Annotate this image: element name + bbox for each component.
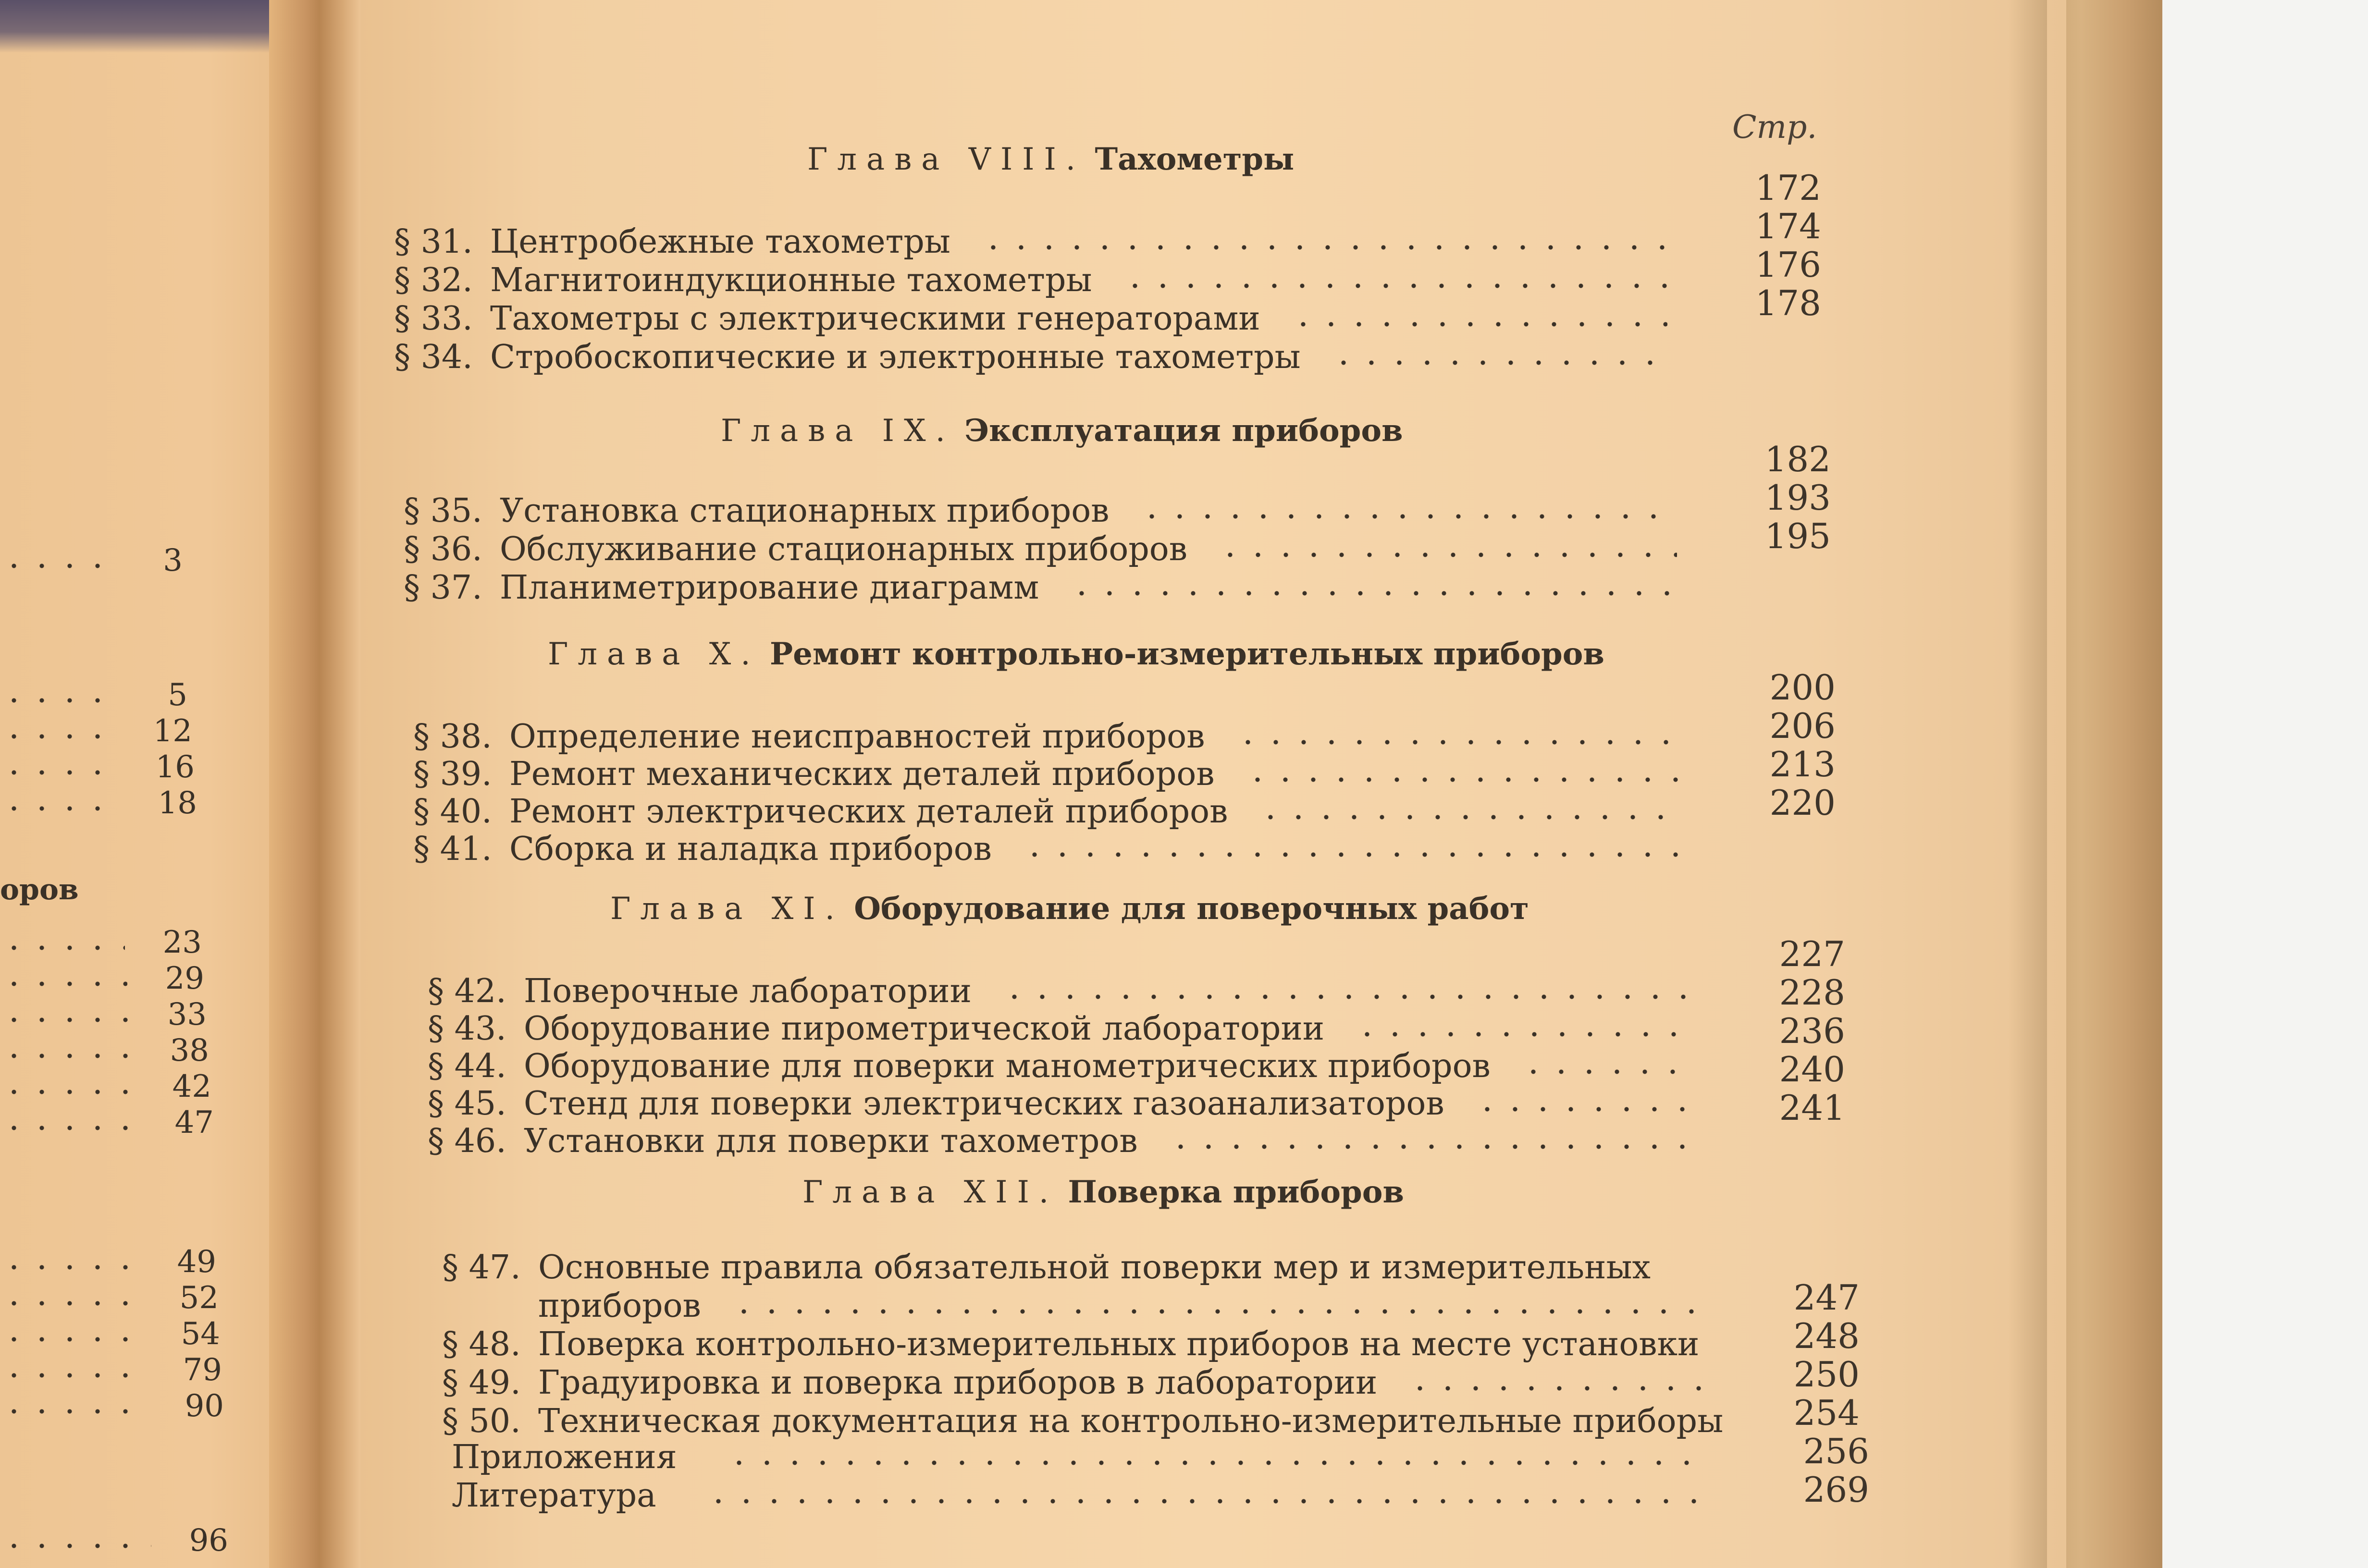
toc-section-number: § 36. bbox=[404, 530, 482, 568]
chapter-label: Глава XII. bbox=[802, 1175, 1059, 1210]
toc-page-number: 269 bbox=[1803, 1470, 1869, 1510]
left-page-number: 42 bbox=[172, 1069, 211, 1104]
toc-section-number: § 41. bbox=[413, 830, 492, 868]
toc-entry-title-continued: приборов bbox=[538, 1287, 701, 1325]
left-page-number: 79 bbox=[183, 1352, 222, 1388]
left-page-heading-fragment: оров bbox=[0, 873, 79, 906]
chapter-heading bbox=[802, 1174, 1404, 1210]
left-page-number: 52 bbox=[179, 1280, 219, 1316]
toc-page-number: 182 bbox=[1764, 439, 1831, 479]
toc-entry-title: Планиметрирование диаграмм bbox=[500, 569, 1039, 607]
toc-section-number: § 44. bbox=[428, 1047, 506, 1085]
toc-entry-title: Ремонт электрических деталей приборов bbox=[509, 793, 1228, 831]
toc-entry-title: Поверочные лаборатории bbox=[524, 972, 972, 1010]
toc-appendix-title: Литература bbox=[452, 1477, 656, 1515]
toc-page-number: 220 bbox=[1769, 783, 1836, 823]
left-page-dot-leader bbox=[0, 1337, 143, 1342]
toc-page-number: 176 bbox=[1755, 245, 1821, 285]
toc-page-number: 174 bbox=[1755, 206, 1821, 246]
left-page-dot-leader bbox=[0, 564, 106, 568]
toc-dot-leader bbox=[1021, 852, 1682, 857]
toc-dot-leader bbox=[730, 1309, 1706, 1314]
left-page-number: 38 bbox=[170, 1033, 209, 1068]
toc-dot-leader bbox=[1121, 283, 1668, 288]
left-page-number: 18 bbox=[158, 785, 197, 821]
toc-page-number: 241 bbox=[1779, 1088, 1845, 1128]
toc-section-number: § 45. bbox=[428, 1085, 506, 1123]
toc-page-number: 248 bbox=[1793, 1316, 1860, 1356]
left-page-dot-leader bbox=[0, 945, 125, 950]
chapter-title: Поверка приборов bbox=[1068, 1174, 1404, 1210]
toc-page-number: 200 bbox=[1769, 667, 1836, 708]
toc-dot-leader bbox=[979, 245, 1667, 250]
toc-entry-title: Установка стационарных приборов bbox=[500, 492, 1110, 530]
toc-section-number: § 48. bbox=[442, 1325, 521, 1363]
left-page-number: 29 bbox=[165, 961, 204, 996]
toc-entry-title: Магнитоиндукционные тахометры bbox=[490, 261, 1092, 299]
chapter-title: Оборудование для поверочных работ bbox=[854, 891, 1529, 927]
toc-entry-title: Установки для поверки тахометров bbox=[524, 1122, 1138, 1160]
left-page-dot-leader bbox=[0, 1090, 135, 1094]
toc-page-number: 206 bbox=[1769, 706, 1836, 746]
toc-entry-title: Основные правила обязательной поверки мер и измерительных bbox=[538, 1249, 1651, 1286]
left-page-dot-leader bbox=[0, 1544, 151, 1548]
toc-entry-title: Стробоскопические и электронные тахометры bbox=[490, 338, 1301, 376]
toc-section-number: § 42. bbox=[428, 972, 506, 1010]
toc-section-number: § 40. bbox=[413, 793, 492, 831]
left-page-dot-leader bbox=[0, 1054, 132, 1058]
toc-page-number: 227 bbox=[1779, 934, 1845, 974]
left-page-dot-leader bbox=[0, 1301, 142, 1306]
toc-section-number: § 46. bbox=[428, 1122, 506, 1160]
toc-section-number: § 35. bbox=[404, 492, 482, 530]
toc-section-number: § 38. bbox=[413, 718, 492, 756]
left-page-number: 54 bbox=[181, 1316, 220, 1352]
left-page-dot-leader bbox=[0, 1265, 139, 1270]
toc-page-number: 228 bbox=[1779, 972, 1845, 1013]
chapter-heading bbox=[610, 891, 1529, 927]
toc-section-number: § 32. bbox=[394, 261, 473, 299]
toc-section-number: § 47. bbox=[442, 1249, 521, 1286]
toc-page-number: 172 bbox=[1755, 168, 1821, 208]
toc-entry-title: Ремонт механических деталей приборов bbox=[509, 755, 1215, 793]
left-page-dot-leader bbox=[0, 770, 118, 775]
toc-section-number: § 50. bbox=[442, 1402, 521, 1440]
toc-entry-title: Сборка и наладка приборов bbox=[509, 830, 992, 868]
left-page-dot-leader bbox=[0, 806, 120, 811]
toc-entry-title: Градуировка и поверка приборов в лаборатории bbox=[538, 1364, 1378, 1402]
toc-section-number: § 43. bbox=[428, 1010, 506, 1048]
toc-dot-leader bbox=[1244, 777, 1682, 782]
toc-entry-title: Оборудование пирометрической лаборатории bbox=[524, 1010, 1325, 1048]
toc-dot-leader bbox=[1216, 552, 1677, 557]
left-page-dot-leader bbox=[0, 1017, 130, 1022]
toc-page-number: 256 bbox=[1803, 1431, 1869, 1471]
toc-page-number: 178 bbox=[1755, 283, 1821, 323]
toc-dot-leader bbox=[1000, 994, 1691, 999]
chapter-title: Ремонт контрольно-измерительных приборов bbox=[769, 636, 1604, 672]
toc-dot-leader bbox=[704, 1499, 1711, 1504]
left-page-dot-leader bbox=[0, 981, 127, 986]
chapter-label: Глава VIII. bbox=[807, 142, 1085, 177]
toc-page-number: 247 bbox=[1793, 1277, 1860, 1318]
left-page-dot-leader bbox=[0, 734, 115, 739]
toc-dot-leader bbox=[1406, 1386, 1706, 1391]
left-page-number: 12 bbox=[153, 713, 192, 749]
page-column-header: Стр. bbox=[1732, 109, 1817, 146]
left-page-dot-leader bbox=[0, 1373, 145, 1378]
left-page-dot-leader bbox=[0, 698, 111, 703]
chapter-label: Глава IX. bbox=[721, 413, 955, 449]
left-page-number: 47 bbox=[174, 1105, 214, 1140]
chapter-title: Эксплуатация приборов bbox=[964, 413, 1403, 449]
left-page-number: 90 bbox=[185, 1388, 224, 1424]
left-page-shadow bbox=[0, 0, 288, 53]
toc-entry-title: Определение неисправностей приборов bbox=[509, 718, 1205, 756]
toc-entry-title: Оборудование для поверки манометрических приборов bbox=[524, 1047, 1491, 1085]
toc-page-number: 250 bbox=[1793, 1354, 1860, 1395]
toc-entry-title: Техническая документация на контрольно-измерительные приборы bbox=[538, 1402, 1724, 1440]
left-page-dot-leader bbox=[0, 1126, 137, 1130]
left-page-dot-leader bbox=[0, 1409, 147, 1414]
toc-page-number: 240 bbox=[1779, 1049, 1845, 1090]
toc-dot-leader bbox=[725, 1460, 1711, 1465]
toc-section-number: § 49. bbox=[442, 1364, 521, 1402]
toc-dot-leader bbox=[1167, 1144, 1691, 1149]
toc-entry-title: Центробежные тахометры bbox=[490, 223, 950, 261]
toc-section-number: § 37. bbox=[404, 569, 482, 607]
left-page-number: 5 bbox=[168, 677, 187, 713]
toc-section-number: § 39. bbox=[413, 755, 492, 793]
toc-dot-leader bbox=[1234, 740, 1682, 745]
toc-entry-title: Тахометры с электрическими генераторами bbox=[490, 300, 1260, 338]
toc-dot-leader bbox=[1473, 1107, 1691, 1112]
left-page-number: 23 bbox=[162, 925, 202, 960]
toc-entry-title: Стенд для поверки электрических газоанализаторов bbox=[524, 1085, 1444, 1123]
toc-appendix-title: Приложения bbox=[452, 1438, 677, 1476]
toc-dot-leader bbox=[1257, 815, 1682, 820]
left-page-number: 96 bbox=[189, 1523, 228, 1558]
left-page-number: 33 bbox=[167, 997, 207, 1032]
left-page-number: 49 bbox=[177, 1244, 216, 1280]
toc-page-number: 193 bbox=[1764, 478, 1831, 518]
page-edge-shadow bbox=[2009, 0, 2047, 1568]
toc-page-number: 195 bbox=[1764, 516, 1831, 556]
chapter-label: Глава X. bbox=[548, 637, 760, 672]
toc-dot-leader bbox=[1353, 1032, 1691, 1037]
book-gutter bbox=[269, 0, 360, 1568]
toc-section-number: § 33. bbox=[394, 300, 473, 338]
chapter-heading bbox=[721, 413, 1403, 449]
toc-dot-leader bbox=[1289, 322, 1667, 327]
toc-section-number: § 34. bbox=[394, 338, 473, 376]
left-page-number: 16 bbox=[155, 749, 195, 785]
toc-dot-leader bbox=[1068, 591, 1677, 596]
toc-section-number: § 31. bbox=[394, 223, 473, 261]
toc-dot-leader bbox=[1330, 360, 1667, 365]
chapter-heading bbox=[548, 636, 1604, 672]
toc-page-number: 236 bbox=[1779, 1011, 1845, 1051]
chapter-label: Глава XI. bbox=[610, 891, 844, 927]
toc-page-number: 254 bbox=[1793, 1393, 1860, 1433]
toc-dot-leader bbox=[1519, 1069, 1691, 1074]
chapter-heading bbox=[807, 141, 1295, 177]
chapter-title: Тахометры bbox=[1095, 141, 1295, 177]
toc-entry-title: Обслуживание стационарных приборов bbox=[500, 530, 1188, 568]
left-page-number: 3 bbox=[163, 543, 183, 578]
toc-dot-leader bbox=[1138, 514, 1677, 519]
toc-page-number: 213 bbox=[1769, 744, 1836, 784]
toc-entry-title: Поверка контрольно-измерительных приборов на месте установки bbox=[538, 1325, 1700, 1363]
